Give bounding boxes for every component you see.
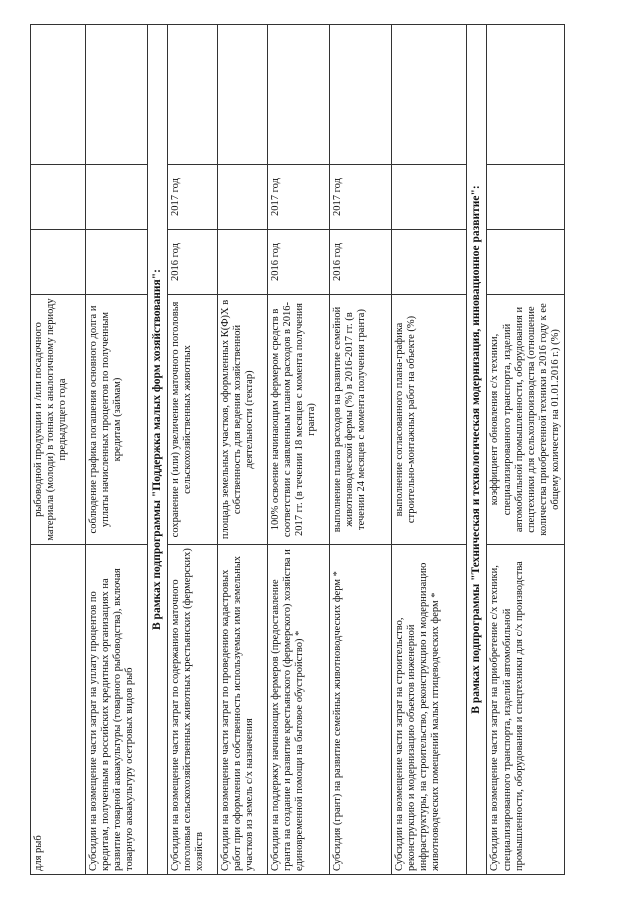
table-row <box>268 25 330 875</box>
cell-empty <box>268 25 330 165</box>
cell-empty <box>218 25 268 165</box>
cell-empty <box>330 25 392 165</box>
cell-indicator: коэффициент обновления с/х техники, специализированного транспорта, изделий автомобильной промышленности, оборудования и спецтехники для сельхозпроизводства (отношение количества приобретенной техники в 2016 году к ее общему количеству на 01.01.2016 г.) (%) <box>487 295 565 545</box>
section-header-row <box>467 25 487 875</box>
cell-indicator: площадь земельных участков, оформленных К(Ф)Х в собственность для ведения хозяйственной деятельности (гектар) <box>218 295 268 545</box>
table-row <box>218 25 268 875</box>
cell-empty <box>487 230 565 295</box>
cell-empty <box>487 165 565 230</box>
cell-empty <box>392 25 467 165</box>
cell-empty <box>86 230 148 295</box>
cell-subsidy: Субсидии на возмещение части затрат по проведению кадастровых работ при оформлении в собственность используемых ими земельных участков из земель с/х назначения <box>218 545 268 875</box>
cell-subsidy: Субсидии на возмещение части затрат на приобретение с/х техники, специализированного транспорта, изделий автомобильной промышленности, оборудования и спецтехники для с/х производства <box>487 545 565 875</box>
section-header-row <box>148 25 168 875</box>
cell-subsidy: Субсидии на возмещение части затрат по содержанию маточного поголовья сельскохозяйственных животных крестьянских (фермерских) хозяйств <box>168 545 218 875</box>
section-title: В рамках подпрограммы "Техническая и технологическая модернизация, инновационное развитие": <box>467 25 487 875</box>
cell-empty <box>31 165 86 230</box>
cell-empty <box>168 25 218 165</box>
cell-empty <box>487 25 565 165</box>
table-row <box>168 25 218 875</box>
table-row <box>392 25 467 875</box>
cell-year <box>218 165 268 230</box>
cell-year-2017: 2017 год <box>268 165 330 230</box>
cell-indicator: выполнение плана расходов на развитие семейной животноводческой фермы (%) в 2016-2017 гг. (в течении 24 месяцев с момента получения гранта) <box>330 295 392 545</box>
cell-indicator: сохранение и (или) увеличение маточного поголовья сельскохозяйственных животных <box>168 295 218 545</box>
cell-empty <box>31 230 86 295</box>
cell-year-2016: 2016 год <box>330 230 392 295</box>
cell-year-2016: 2016 год <box>268 230 330 295</box>
cell-year <box>392 165 467 230</box>
cell-subsidy: Субсидии на поддержку начинающих фермеров (предоставление гранта на создание и развитие крестьянского (фермерского) хозяйства и единовременной помощи на бытовое обустройство) * <box>268 545 330 875</box>
table-row <box>31 25 86 875</box>
cell-subsidy: Субсидии на возмещение части затрат на уплату процентов по кредитам, полученным в российских кредитных организациях на развитие товарной аквакультуры (товарного рыбоводства), включая товарную аквакультуру осетровых видов рыб <box>86 545 148 875</box>
cell-indicator: соблюдение графика погашения основного долга и уплаты начисленных процентов по полученным кредитам (займам) <box>86 295 148 545</box>
indicators-table <box>30 24 565 875</box>
cell-subsidy: для рыб <box>31 545 86 875</box>
cell-indicator: выполнение согласованного плана-графика строительно-монтажных работ на объекте (%) <box>392 295 467 545</box>
cell-empty <box>86 165 148 230</box>
cell-subsidy: Субсидия (грант) на развитие семейных животноводческих ферм * <box>330 545 392 875</box>
cell-empty <box>31 25 86 165</box>
table-row <box>86 25 148 875</box>
section-title: В рамках подпрограммы "Поддержка малых форм хозяйствования": <box>148 25 168 875</box>
cell-indicator: рыбоводной продукции и /или посадочного материала (молоди) в тоннах к аналогичному периоду предыдущего года <box>31 295 86 545</box>
cell-empty <box>86 25 148 165</box>
table-row <box>487 25 565 875</box>
cell-indicator: 100% освоение начинающим фермером средств в соответствии с заявленным планом расходов в 2016-2017 гг. (в течении 18 месяцев с момента получения гранта) <box>268 295 330 545</box>
cell-year-2017: 2017 год <box>168 165 218 230</box>
cell-year <box>392 230 467 295</box>
cell-year <box>218 230 268 295</box>
cell-year-2016: 2016 год <box>168 230 218 295</box>
cell-year-2017: 2017 год <box>330 165 392 230</box>
table-row <box>330 25 392 875</box>
cell-subsidy: Субсидии на возмещение части затрат на строительство, реконструкцию и модернизацию объектов инженерной инфраструктуры, на строительство, реконструкцию и модернизацию животноводческих помещений малых птицеводческих ферм * <box>392 545 467 875</box>
